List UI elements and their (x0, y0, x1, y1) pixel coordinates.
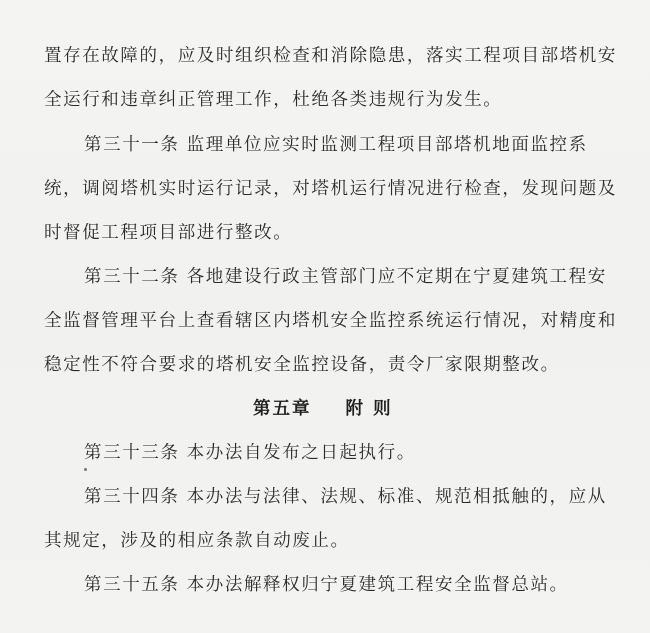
article-32-line: 稳定性不符合要求的塔机安全监控设备，责令厂家限期整改。 (44, 355, 560, 375)
article-34-line: 其规定，涉及的相应条款自动废止。 (44, 531, 350, 551)
paragraph-line: 置存在故障的，应及时组织检查和消除隐患，落实工程项目部塔机安 (44, 46, 617, 66)
chapter-heading (253, 398, 393, 420)
scan-speck (84, 468, 87, 471)
article-34-line: 第三十四条 本办法与法律、法规、标准、规范相抵触的，应从 (84, 487, 607, 507)
article-35-line: 第三十五条 本办法解释权归宁夏建筑工程安全监督总站。 (84, 575, 569, 595)
paragraph-line: 全运行和违章纠正管理工作，杜绝各类违规行为发生。 (44, 90, 503, 110)
article-32-line: 全监督管理平台上查看辖区内塔机安全监控系统运行情况，对精度和 (44, 311, 617, 331)
article-33-line: 第三十三条 本办法自发布之日起执行。 (84, 443, 416, 463)
article-32-line: 第三十二条 各地建设行政主管部门应不定期在宁夏建筑工程安 (84, 267, 607, 287)
chapter-number: 第五章 (253, 399, 312, 419)
article-31-line: 时督促工程项目部进行整改。 (44, 223, 293, 243)
article-31-line: 统，调阅塔机实时运行记录，对塔机运行情况进行检查，发现问题及 (44, 179, 617, 199)
article-31-line: 第三十一条 监理单位应实时监测工程项目部塔机地面监控系 (84, 135, 588, 155)
chapter-title: 附 则 (345, 399, 393, 419)
